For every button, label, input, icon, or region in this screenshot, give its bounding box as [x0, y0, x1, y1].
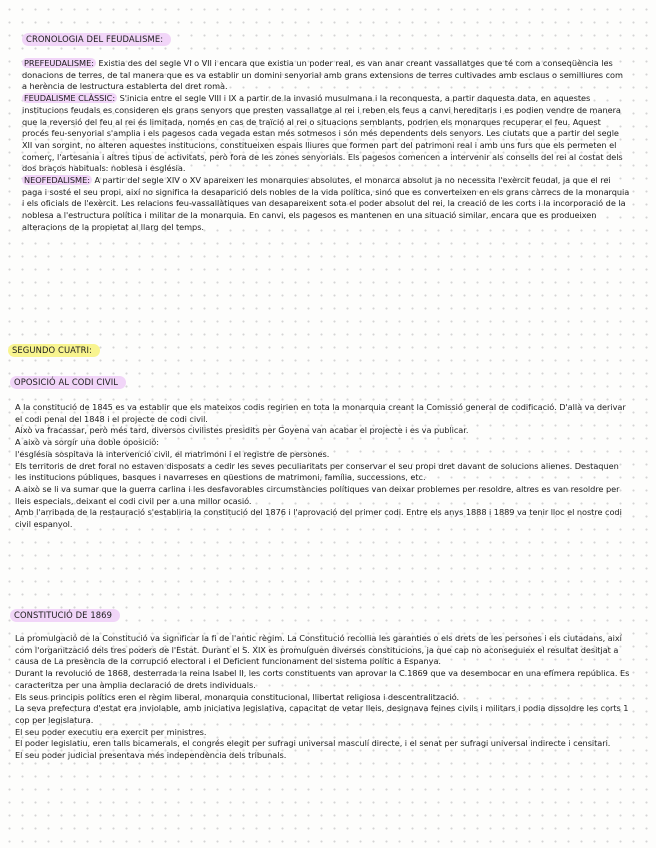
prefeudalisme-label: PREFEUDALISME: — [24, 58, 94, 68]
constitucio-p5: El seu poder executiu era exercit per ministres. — [15, 726, 207, 737]
codi-civil-heading: OPOSICIÓ AL CODI CIVIL — [10, 376, 126, 389]
classic-text: S'inicia entre el segle VIII i IX a partir de la invasió musulmana i la reconquesta, a partir daquesta data, en aquestes institucions feudals es consideren els grans senyors que presten vassallatge al rei i reben els feus a canvi hereditaris i es podien vendre de manera que la reversió del feu al rei és limitada, només en cas de traïció al rei o situacions semblants, podrien els monarques recuperar el feu. Aquest procés feu-senyorial s'amplia i els pagesos cada vegada estan més sotmesos i són més dependents dels senyors. Les ciutats que a partir del segle XII van sorgint, no alteren aquestes institucions, constitueixen espais lliures que formen part del patrimoni real i amb uns furs que els permeten el comerç, l'artesania i altres tipus de activitats, però fora de les zones senyorials. Els pagesos comencen a intervenir als consells del rei al costat dels dos braços habituals: noblesa i església. — [22, 93, 623, 174]
section-title-constitucio — [10, 603, 120, 622]
classic-paragraph — [22, 93, 630, 175]
neofedalisme-text: A partir del segle XIV o XV apareixen les monarquies absolutes, el monarca absolut ja no necessita l'exèrcit feudal, ja que el rei paga i sosté el seu propi, així no significa la desaparició dels nobles de la vida política, sinó que es converteixen en els grans càrrecs de la monarquia i els oficials de l'exèrcit. Les relacions feu-vassallàtiques van desapareixent sota el poder absolut del rei, la creació de les corts i la incorporació de la noblesa a l'estructura política i militar de la monarquia. En canvi, els pagesos es mantenen en una situació similar, encara que es produeixen alteracions de la propietat al llarg del temps. — [22, 175, 630, 232]
section-title-codi-civil — [10, 370, 126, 389]
segundo-heading: SEGUNDO CUATRI: — [8, 344, 100, 357]
codi-civil-p1: A la constitució de 1845 es va establir que els mateixos codis regirien en tota la monarquia creant la Comissió general de codificació. D'allà va derivar el codi penal del 1848 i el projecte de codi civil. — [15, 402, 626, 424]
constitucio-p3: Els seus principis polítics eren el règim liberal, monarquia constitucional, llibertat religiosa i descentralització. — [15, 691, 460, 702]
constitucio-block — [15, 633, 631, 762]
constitucio-p2: Durant la revolució de 1868, desterrada la reina Isabel II, les corts constituents van aprovar la C.1869 que va desembocar en una efímera república. Es caracteritza per una àmplia declaració de drets individuals. — [15, 668, 630, 690]
codi-civil-p3: A això va sorgir una doble oposició: — [15, 437, 159, 448]
prefeudalisme-text: Existia des del segle VI o VII i encara que existia un poder real, es van anar creant vassallatges que té com a conseqüència les donacions de terres, de tal manera que es va establir un domini senyorial amb grans extensions de terres cultivades amb esclaus o semilliures com a herència de lestructura establerta del dret romà. — [22, 58, 623, 92]
cronologia-heading: CRONOLOGIA DEL FEUDALISME: — [22, 33, 171, 46]
prefeudalisme-paragraph — [22, 58, 630, 93]
codi-civil-p4: l'església sospitava la intervenció civil, el matrimoni i el registre de persones. — [15, 448, 330, 459]
constitucio-p1: La promulgació de la Constitució va significar la fi de l'antic règim. La Constitució recollia les garanties o els drets de les persones i els ciutadans, així com l'organització dels tres poders de l'Estat. Durant el S. XIX es promulguen diverses constitucions, ja que cap no aconseguiex el resultat desitjat a causa de La presència de la corrupció electoral i el Deficient funcionament del sistema polític a Espanya. — [15, 633, 622, 667]
codi-civil-p5: Els territoris de dret foral no estaven disposats a cedir les seves peculiaritats per conservar el seu propi dret davant de solucions alienes. Destaquen les institucions públiques, basques i navarreses en qüestions de matrimoni, família, successions, etc. — [15, 460, 619, 483]
cronologia-block — [22, 58, 630, 234]
section-title-segundo — [8, 338, 100, 357]
neofedalisme-paragraph — [22, 175, 630, 234]
constitucio-heading: CONSTITUCIÓ DE 1869 — [10, 609, 120, 622]
constitucio-p6: El poder legislatiu, eren talls bicamerals, el congrés elegit per sufragi universal masculí directe, i el senat per sufragi universal indirecte i censitari. — [15, 738, 611, 749]
classic-label: FEUDALISME CLÀSSIC: — [24, 93, 116, 104]
codi-civil-p6: A això se li va sumar que la guerra carlina i les desfavorables circumstàncies polítiques van deixar problemes per resoldre, altres es van resoldre per lleis especials, deixant el codi civil per a una millor ocasió. — [15, 483, 620, 506]
neofedalisme-label: NEOFEDALISME: — [24, 175, 90, 186]
section-title-cronologia — [22, 27, 171, 46]
codi-civil-p2: Això va fracassar, però més tard, diversos civilistes presidits per Goyena van acabar el projecte i es va publicar. — [15, 425, 469, 436]
constitucio-p4: La seva prefectura d'estat era inviolable, amb iniciativa legislativa, capacitat de vetar lleis, designava feines civils i militars i podia dissoldre les corts 1 cop per legislatura. — [15, 703, 629, 725]
codi-civil-p7: Amb l'arribada de la restauració s'establiria la constitució del 1876 i l'aprovació del primer codi. Entre els anys 1888 i 1889 va tenir lloc el nostre codi civil espanyol. — [15, 507, 622, 530]
constitucio-p7: El seu poder judicial presentava més independència dels tribunals. — [15, 750, 287, 761]
codi-civil-block — [15, 402, 631, 531]
